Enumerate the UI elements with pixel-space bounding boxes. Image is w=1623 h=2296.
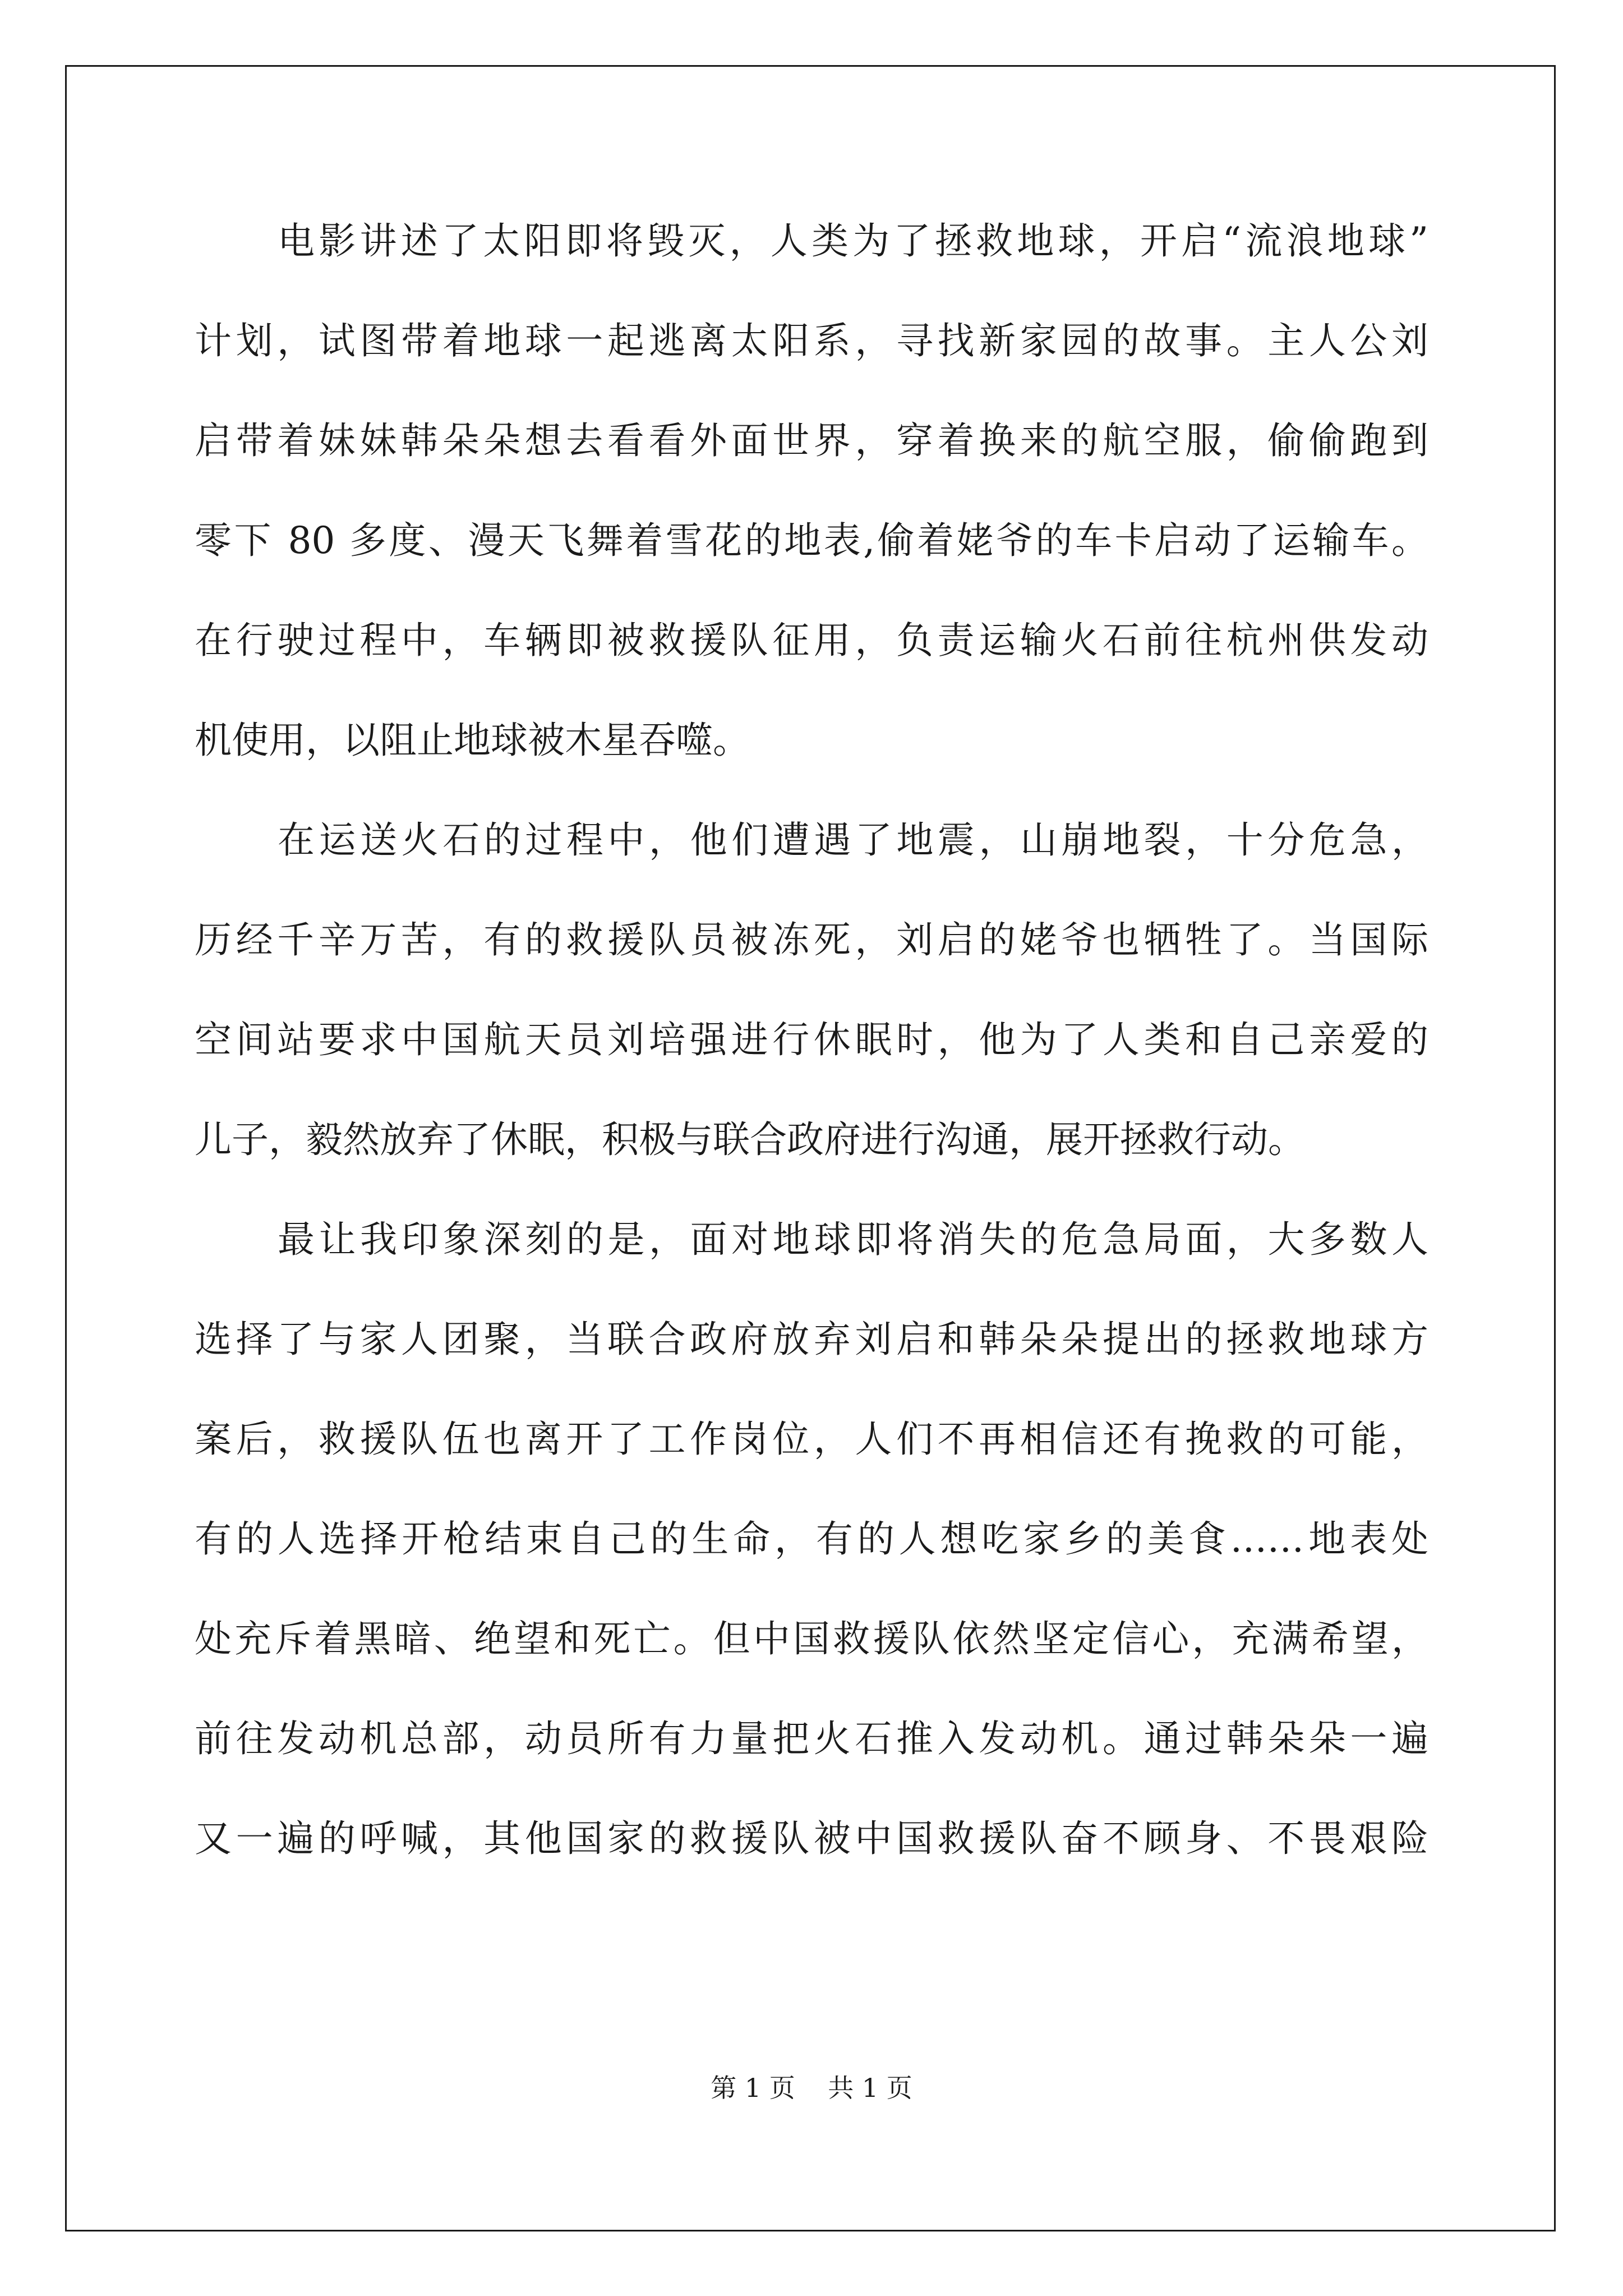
document-body [195,202,1428,1899]
text-line: 零下 80 多度、漫天飞舞着雪花的地表,偷着姥爷的车卡启动了运输车。 [195,519,1428,562]
text-line: 机使用，以阻止地球被木星吞噬。 [195,719,750,762]
text-line: 电影讲述了太阳即将毁灭，人类为了拯救地球，开启“流浪地球” [278,219,1428,263]
text-line: 历经千辛万苦，有的救援队员被冻死，刘启的姥爷也牺牲了。当国际 [195,918,1428,961]
page-footer: 第 1 页 共 1 页 [711,2073,912,2103]
text-line: 案后，救援队伍也离开了工作岗位，人们不再相信还有挽救的可能， [195,1418,1428,1461]
text-line: 儿子，毅然放弃了休眠，积极与联合政府进行沟通，展开拯救行动。 [195,1118,1305,1161]
text-line: 处充斥着黑暗、绝望和死亡。但中国救援队依然坚定信心，充满希望， [195,1617,1428,1660]
text-line: 选择了与家人团聚，当联合政府放弃刘启和韩朵朵提出的拯救地球方 [195,1318,1428,1361]
text-line: 启带着妹妹韩朵朵想去看看外面世界，穿着换来的航空服，偷偷跑到 [195,419,1428,462]
text-line: 空间站要求中国航天员刘培强进行休眠时，他为了人类和自己亲爱的 [195,1018,1428,1061]
text-line: 在行驶过程中，车辆即被救援队征用，负责运输火石前往杭州供发动 [195,619,1428,662]
text-line: 又一遍的呼喊，其他国家的救援队被中国救援队奋不顾身、不畏艰险 [195,1817,1428,1860]
text-line: 计划，试图带着地球一起逃离太阳系，寻找新家园的故事。主人公刘 [195,319,1428,362]
text-line: 在运送火石的过程中，他们遭遇了地震，山崩地裂，十分危急， [278,818,1428,862]
text-line: 前往发动机总部，动员所有力量把火石推入发动机。通过韩朵朵一遍 [195,1717,1428,1760]
text-line: 有的人选择开枪结束自己的生命，有的人想吃家乡的美食……地表处 [195,1517,1428,1561]
text-line: 最让我印象深刻的是，面对地球即将消失的危急局面，大多数人 [278,1218,1428,1261]
